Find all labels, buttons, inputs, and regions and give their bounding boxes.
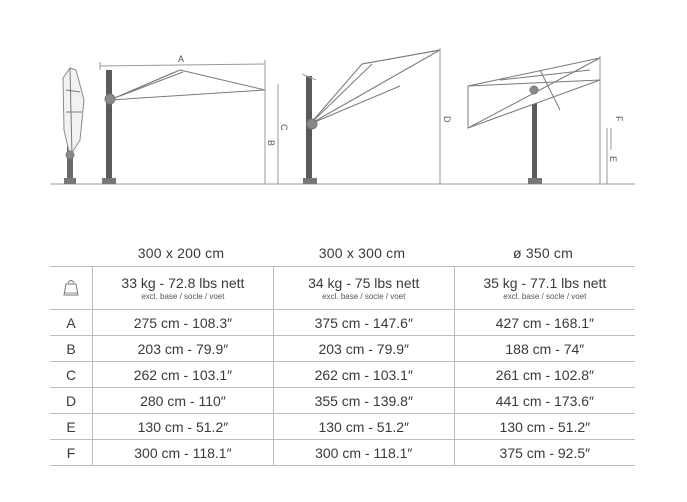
table-row	[50, 388, 635, 414]
table-cell: 262 cm - 103.1″	[273, 362, 454, 388]
table-cell: 300 cm - 118.1″	[273, 440, 454, 466]
weight-bag-icon	[60, 276, 82, 298]
side-view-parasol-figure	[468, 56, 611, 184]
table-cell: 355 cm - 139.8″	[273, 388, 454, 414]
parasol-diagram	[0, 0, 687, 200]
table-cell: 275 cm - 108.3″	[93, 310, 274, 336]
table-row	[50, 414, 635, 440]
spec-table	[50, 266, 635, 466]
tilted-parasol-figure	[302, 48, 440, 184]
table-cell: 427 cm - 168.1″	[454, 310, 635, 336]
table-cell: 375 cm - 92.5″	[454, 440, 635, 466]
table-cell: 262 cm - 103.1″	[93, 362, 274, 388]
table-cell: 300 cm - 118.1″	[93, 440, 274, 466]
dimension-label-d: D	[442, 116, 452, 123]
row-label: B	[50, 336, 93, 362]
open-parasol-figure	[100, 60, 278, 184]
table-row	[50, 440, 635, 466]
table-cell: 188 cm - 74″	[454, 336, 635, 362]
table-cell: 261 cm - 102.8″	[454, 362, 635, 388]
dimension-label-e: E	[608, 156, 618, 163]
weight-value: 34 kg - 75 lbs nett	[308, 274, 420, 291]
weight-row	[50, 267, 635, 310]
row-label: E	[50, 414, 93, 440]
weight-label-cell	[50, 267, 93, 310]
table-row	[50, 310, 635, 336]
weight-note: excl. base / socle / voet	[141, 291, 225, 301]
weight-cell	[454, 267, 635, 310]
row-label: D	[50, 388, 93, 414]
table-cell: 130 cm - 51.2″	[273, 414, 454, 440]
row-label: A	[50, 310, 93, 336]
column-header-350-round: ø 350 cm	[513, 245, 573, 261]
weight-cell	[93, 267, 274, 310]
dimension-label-b: B	[266, 140, 276, 147]
weight-value: 33 kg - 72.8 lbs nett	[121, 274, 245, 291]
weight-note: excl. base / socle / voet	[322, 291, 406, 301]
weight-value: 35 kg - 77.1 lbs nett	[483, 274, 607, 291]
row-label: C	[50, 362, 93, 388]
column-header-300x200: 300 x 200 cm	[137, 245, 225, 261]
column-header-300x300: 300 x 300 cm	[318, 245, 406, 261]
dimension-label-a: A	[178, 54, 185, 64]
table-row	[50, 336, 635, 362]
table-cell: 203 cm - 79.9″	[93, 336, 274, 362]
table-cell: 130 cm - 51.2″	[454, 414, 635, 440]
weight-cell	[273, 267, 454, 310]
row-label: F	[50, 440, 93, 466]
table-cell: 441 cm - 173.6″	[454, 388, 635, 414]
table-row	[50, 362, 635, 388]
table-cell: 375 cm - 147.6″	[273, 310, 454, 336]
dimension-label-c: C	[279, 124, 289, 131]
table-cell: 280 cm - 110″	[93, 388, 274, 414]
table-cell: 130 cm - 51.2″	[93, 414, 274, 440]
dimension-label-f: F	[614, 116, 624, 122]
closed-parasol-figure	[63, 68, 84, 184]
table-cell: 203 cm - 79.9″	[273, 336, 454, 362]
weight-note: excl. base / socle / voet	[503, 291, 587, 301]
